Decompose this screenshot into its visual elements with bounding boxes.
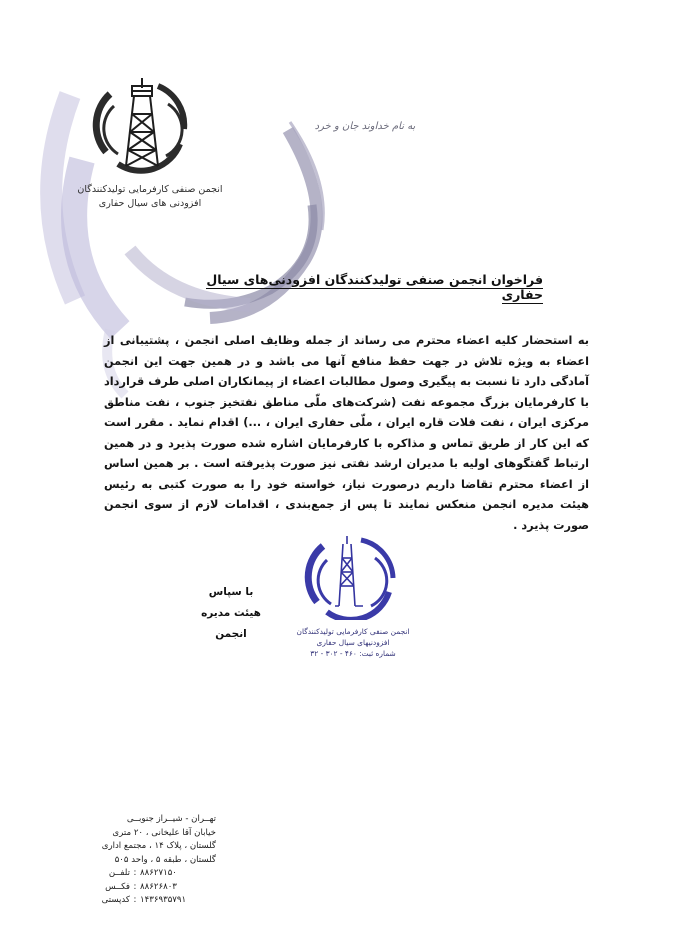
closing-signatory: هیئت مدیره انجمن <box>201 607 261 640</box>
address-line: گلستان ، پلاک ۱۴ ، مجتمع اداری <box>101 841 216 851</box>
header-org-name-line1: انجمن صنفی کارفرمایی تولیدکنندگان <box>77 184 223 195</box>
postal-code-separator: : <box>133 895 137 905</box>
letter-title-text: فراخوان انجمن صنفی تولیدکنندگان افزودنی‌های سیال حفاری <box>206 272 543 302</box>
phone-separator: : <box>133 868 137 878</box>
address-line: خیابان آقا علیخانی ، ۲۰ متری <box>112 827 216 838</box>
stamp-line2: افزودنیهای سیال حفاری <box>316 638 390 648</box>
fax-separator: : <box>133 881 137 892</box>
stamp-line1: انجمن صنفی کارفرمایی تولیدکنندگان <box>296 627 410 636</box>
stamp-text <box>278 626 428 660</box>
closing-thanks: با سپاس <box>208 586 254 598</box>
header-org-name-line2: افزودنی های سیال حفاری <box>98 198 202 209</box>
contact-postal-code <box>88 894 216 908</box>
contact-fax <box>88 881 216 895</box>
phone-label: تلفــن <box>108 868 130 878</box>
contact-phone <box>88 867 216 881</box>
stamp-registration: شماره ثبت: ۴۶۰ - ۳۰۲ - ۳۲ <box>310 649 396 659</box>
postal-code-label: کدپستی <box>101 895 130 905</box>
phone-value: ۸۸۶۲۷۱۵۰ <box>140 868 177 878</box>
bismillah-heading: به نام خداوند جان و خرد <box>314 121 416 132</box>
letter-title <box>200 272 543 302</box>
oil-derrick-stamp-icon <box>297 534 399 620</box>
body-paragraph: به استحضار کلیه اعضاء محترم می رساند از جمله وظایف اصلی انجمن ، پشتیبانی از اعضاء به ویژه تلاش در جهت حفظ منافع آنها می باشد و در همین جهت این انجمن آمادگی دارد تا نسبت به پیگیری وصول مطالبات اعضاء از پیمانکاران اصلی طرف قرارداد با کارفرمایان بزرگ مجموعه نفت (شرکت‌های ملّی مناطق نفتخیز جنوب ، نفت مناطق مرکزی ایران ، نفت فلات قاره ایران ، ملّی حفاری ایران ، ...) اقدام نماید . مقرر است که این کار از طریق تماس و مذاکره با کارفرمایان اشاره شده صورت پذیرد و در همین ارتباط گفتگوهای اولیه با مدیران ارشد نفتی نیز صورت پذیرفته است . بر همین اساس از اعضاء محترم تقاضا داریم درصورت نیاز، خواسته خود را به صورت کتبی به رئیس هیئت مدیره انجمن منعکس نمایند تا پس از جمع‌بندی ، اقدامات لازم از سوی انجمن صورت پذیرد . <box>104 334 589 532</box>
header-org-name <box>60 183 240 211</box>
footer-address-block <box>88 813 216 908</box>
fax-value: ۸۸۶۲۶۸۰۳ <box>140 881 177 892</box>
fax-label: فکــس <box>105 881 130 892</box>
letter-body <box>104 331 589 536</box>
postal-code-value: ۱۴۳۶۹۳۵۷۹۱ <box>140 895 187 905</box>
closing-signature <box>200 582 262 645</box>
oil-derrick-logo-icon <box>88 74 196 182</box>
address-line: گلستان ، طبقه ۵ ، واحد ۵۰۵ <box>114 854 216 865</box>
address-line: تهــران - شیــراز جنوبــی <box>126 814 216 824</box>
